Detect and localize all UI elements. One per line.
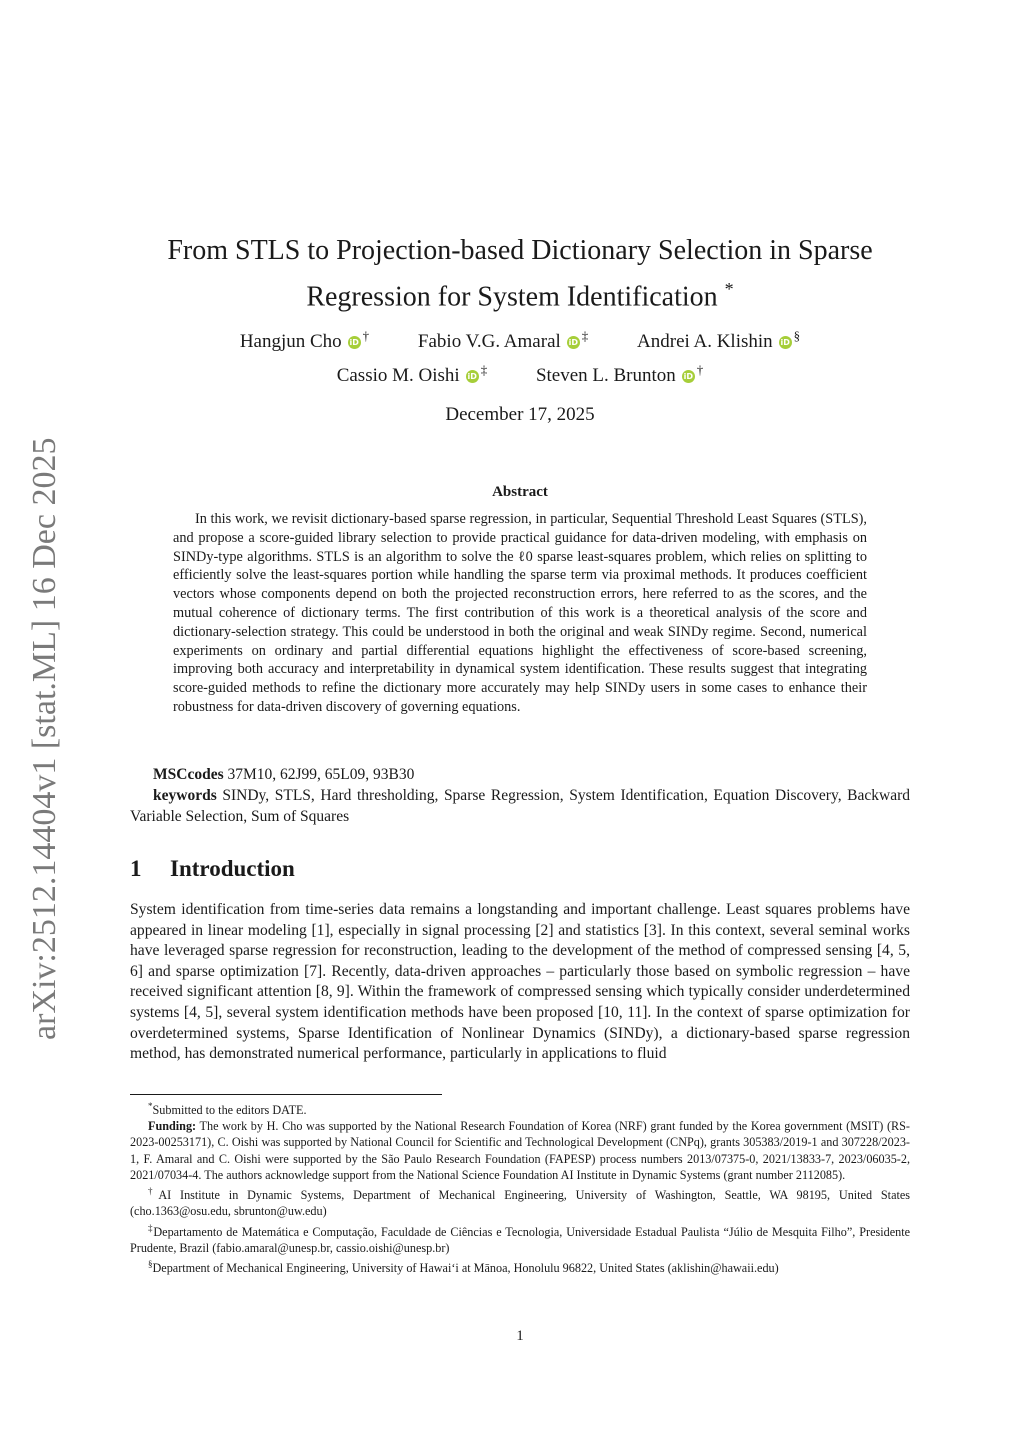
author-name: Fabio V.G. Amaral xyxy=(417,331,561,352)
footnote-text: Departamento de Matemática e Computação, Faculdade de Ciências e Tecnologia, Universidade Estadual Paulista “Júlio de Mesquita Filho”, Presidente Prudente, Brazil (fabio.amaral@unesp.br, cassio.oishi@unesp.br) xyxy=(130,1224,910,1255)
author xyxy=(418,328,588,353)
keywords xyxy=(130,786,910,827)
author xyxy=(240,328,369,353)
author-name: Andrei A. Klishin xyxy=(637,331,773,352)
footnote-text: AI Institute in Dynamic Systems, Department of Mechanical Engineering, University of Washington, Seattle, WA 98195, United States (cho.1363@osu.edu, sbrunton@uw.edu) xyxy=(130,1188,911,1219)
msc-codes xyxy=(153,766,913,784)
affiliation-mark: † xyxy=(362,328,370,343)
affiliation-mark: § xyxy=(793,328,801,343)
footnote-rule xyxy=(130,1094,442,1095)
orcid-icon[interactable]: iD xyxy=(780,338,790,347)
affiliation-mark: ‡ xyxy=(480,362,488,377)
abstract-text: In this work, we revisit dictionary-based sparse regression, in particular, Sequential Threshold Least Squares (STLS), and propose a score-guided library selection to provide practical guidance for data-driven modeling, with emphasis on SINDy-type algorithms. STLS is an algorithm to solve the ℓ0 sparse least-squares problem, which relies on splitting to efficiently solve the least-squares portion while handling the sparse term via proximal methods. It produces coefficient vectors whose components depend on both the projected reconstruction errors, here referred to as the scores, and the mutual coherence of dictionary terms. The first contribution of this work is a theoretical analysis of the score and dictionary-selection strategy. This could be understood in both the original and weak SINDy regime. Second, numerical experiments on ordinary and partial differential equations highlight the effectiveness of score-based screening, improving both accuracy and interpretability in dynamical system identification. These results suggest that integrating score-guided methods to refine the dictionary more accurately may help SINDy users in some cases to enhance their robustness for data-driven discovery of governing equations. xyxy=(173,511,867,715)
author-name: Steven L. Brunton xyxy=(535,365,676,386)
author xyxy=(637,328,800,353)
footnote-text: Department of Mechanical Engineering, University of Hawai‘i at Mānoa, Honolulu 96822, United States (aklishin@hawaii.edu) xyxy=(152,1261,779,1276)
author-name: Hangjun Cho xyxy=(239,331,342,352)
paper-title xyxy=(110,232,930,316)
section-title: Introduction xyxy=(170,856,295,881)
footnote-mark: ‡ xyxy=(148,1222,154,1233)
orcid-icon[interactable]: iD xyxy=(349,338,359,347)
author-list-row-2 xyxy=(130,362,910,387)
author-name: Cassio M. Oishi xyxy=(336,365,460,386)
section-heading xyxy=(130,856,295,882)
publication-date: December 17, 2025 xyxy=(445,404,595,425)
footnote-text: Submitted to the editors DATE. xyxy=(152,1103,307,1118)
footnote xyxy=(130,1098,910,1118)
keywords-value: SINDy, STLS, Hard thresholding, Sparse Regression, System Identification, Equation Discovery, Backward Variable Selection, Sum of Squares xyxy=(130,787,910,825)
footnote-mark: § xyxy=(148,1259,153,1270)
footnote xyxy=(130,1220,910,1256)
author xyxy=(337,362,488,387)
affiliation-mark: † xyxy=(696,362,704,377)
footnote-funding xyxy=(130,1118,910,1183)
section-number: 1 xyxy=(130,856,142,881)
title-text: From STLS to Projection-based Dictionary Selection in Sparse Regression for System Identification xyxy=(167,235,873,313)
footnote-mark: † xyxy=(148,1186,159,1197)
author-list-row-1 xyxy=(130,328,910,353)
footnotes xyxy=(130,1098,910,1276)
footnote-label: Funding: xyxy=(148,1119,197,1134)
msc-label: MSCcodes xyxy=(153,766,224,783)
footnote xyxy=(130,1256,910,1276)
author xyxy=(536,362,703,387)
page-number: 1 xyxy=(516,1328,524,1344)
footnote-mark: * xyxy=(148,1101,153,1111)
footnote-text: The work by H. Cho was supported by the National Research Foundation of Korea (NRF) grant funded by the Korea government (MSIT) (RS-2023-00253171), C. Oishi was supported by National Council for Scientific and Technological Development (CNPq), grants 305383/2019-1 and 307228/2023-1, F. Amaral and C. Oishi were supported by the São Paulo Research Foundation (FAPESP) process numbers 2013/07375-0, 2021/13833-7, 2023/06035-2, 2021/07034-4. The authors acknowledge support from the National Science Foundation AI Institute in Dynamic Systems (grant number 2112085). xyxy=(130,1119,910,1182)
keywords-label: keywords xyxy=(153,787,217,804)
orcid-icon[interactable]: iD xyxy=(568,338,578,347)
orcid-icon[interactable]: iD xyxy=(467,372,477,381)
msc-value: 37M10, 62J99, 65L09, 93B30 xyxy=(227,766,415,783)
footnote xyxy=(130,1183,910,1219)
affiliation-mark: ‡ xyxy=(581,328,589,343)
orcid-icon[interactable]: iD xyxy=(683,372,693,381)
abstract-heading: Abstract xyxy=(492,484,548,500)
title-footnote-mark: * xyxy=(724,279,734,299)
introduction-paragraph: System identification from time-series data remains a longstanding and important challenge. Least squares problems have appeared in linear modeling [1], especially in signal processing [2] and statistics [3]. In this context, several seminal works have leveraged sparse regression for reconstruction, leading to the development of the method of compressed sensing [4, 5, 6] and sparse optimization [7]. Recently, data-driven approaches – particularly those based on symbolic regression – have received significant attention [8, 9]. Within the framework of compressed sensing which typically consider underdetermined systems [4, 5], several system identification methods have been proposed [10, 11]. In the context of sparse optimization for overdetermined systems, Sparse Identification of Nonlinear Dynamics (SINDy), a dictionary-based sparse regression method, has demonstrated numerical performance, particularly in applications to fluid xyxy=(130,901,910,1063)
arxiv-identifier: arXiv:2512.14404v1 [stat.ML] 16 Dec 2025 xyxy=(26,437,63,1040)
